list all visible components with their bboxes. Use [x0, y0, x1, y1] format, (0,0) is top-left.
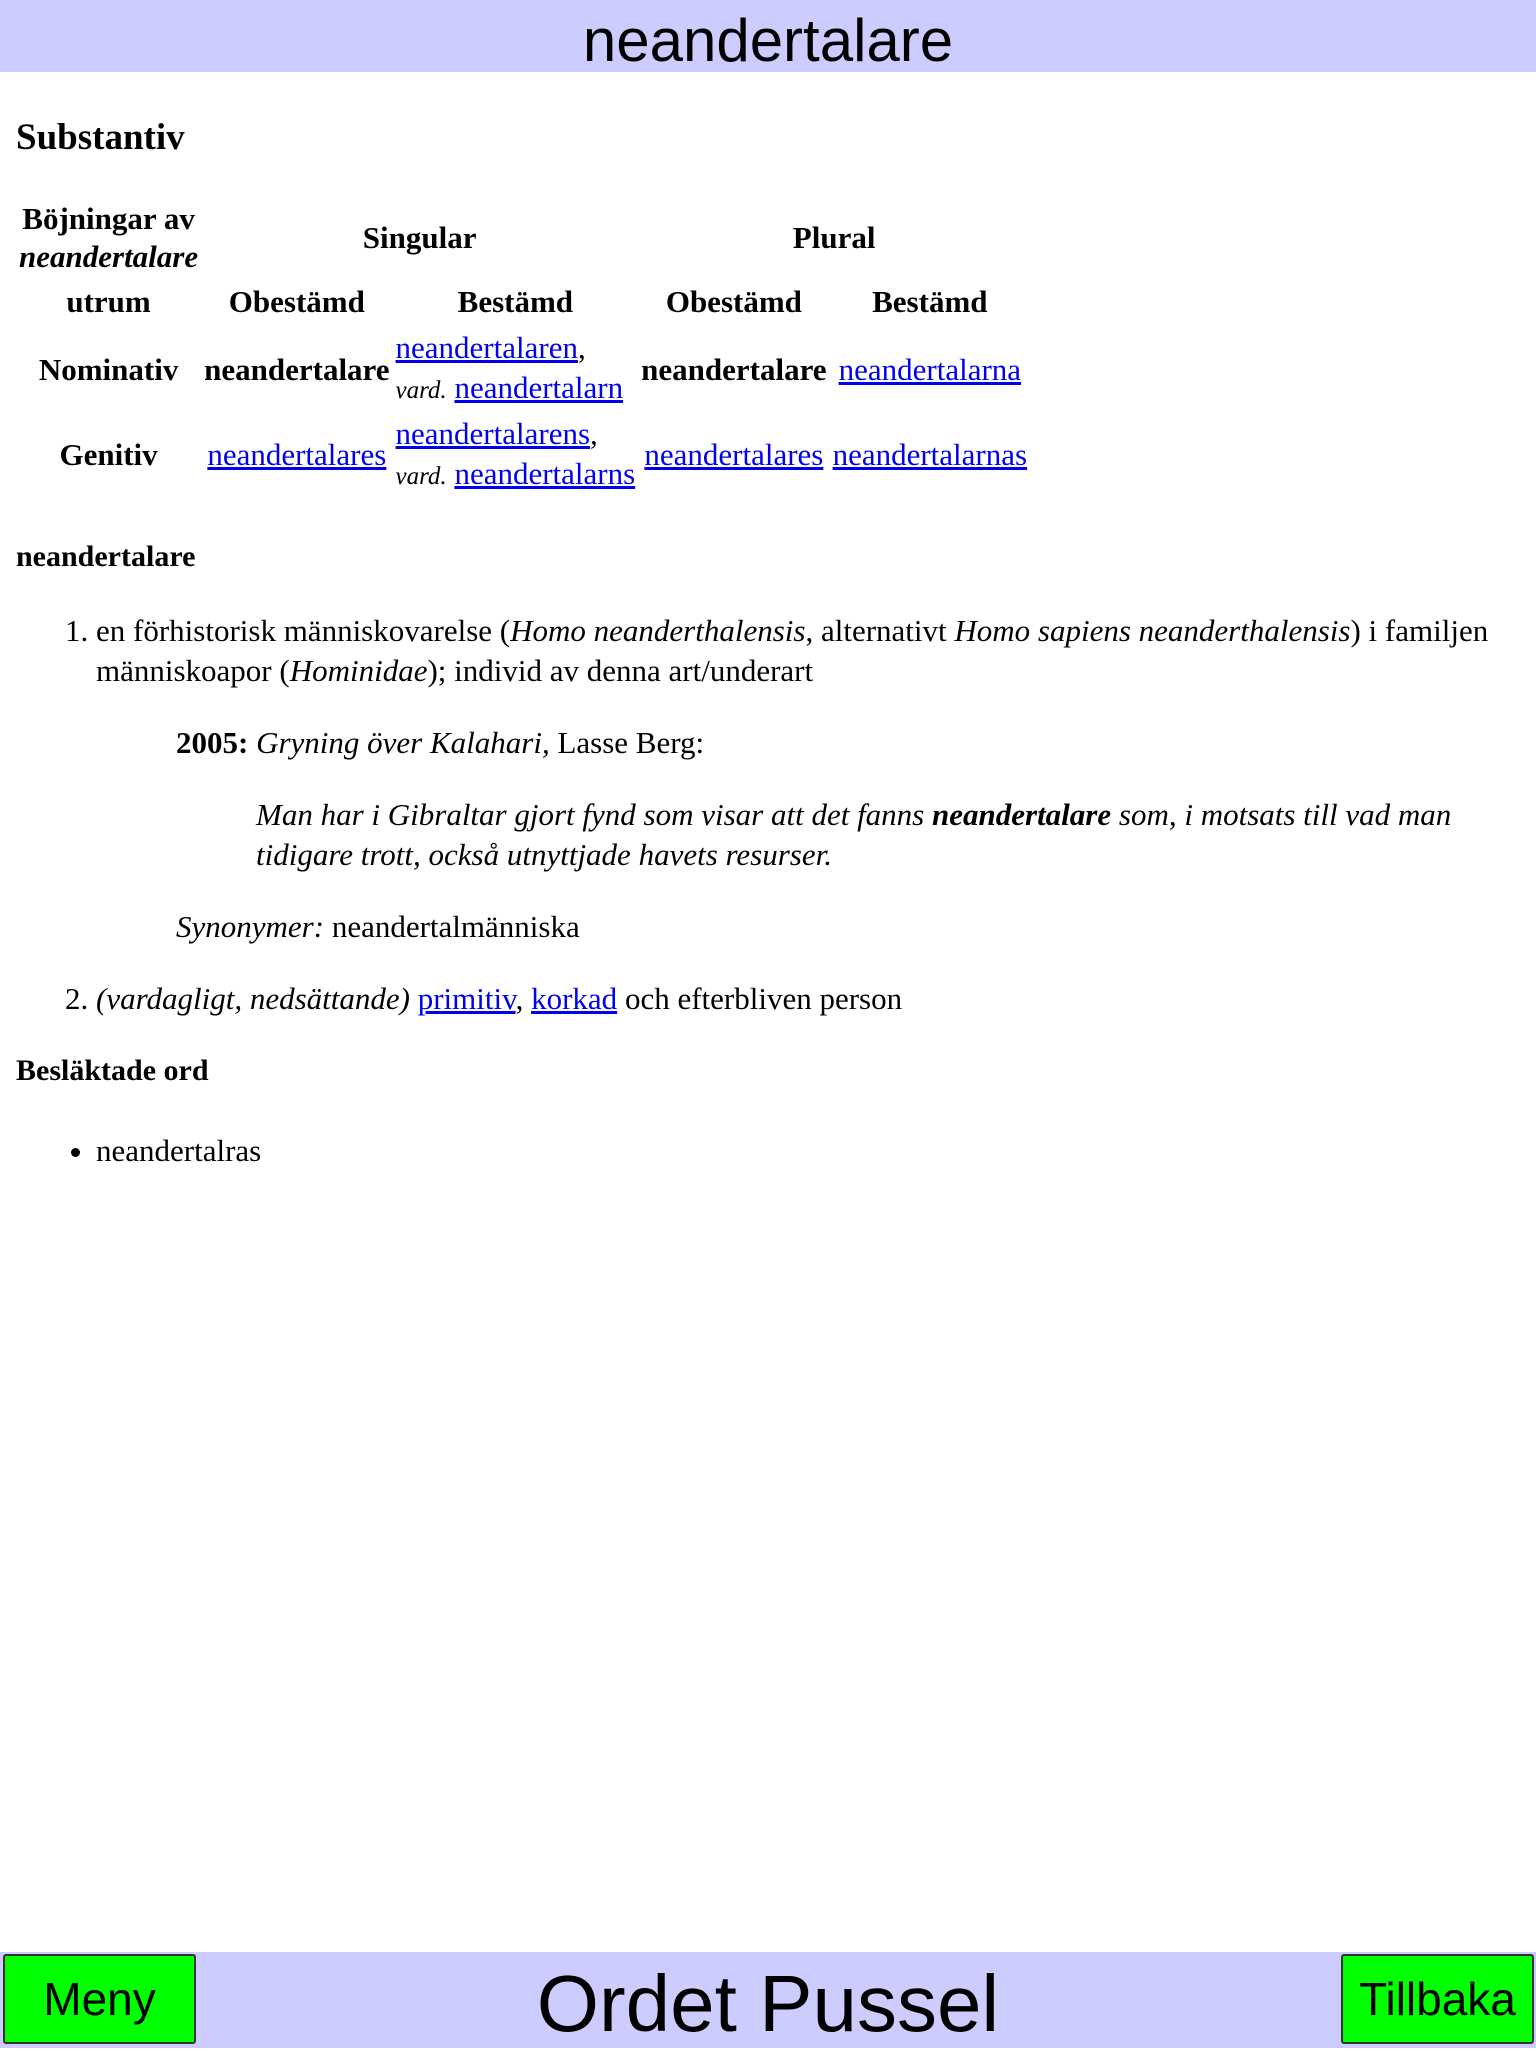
- list-item: • neandertalras: [96, 1131, 1520, 1171]
- case-label: Genitiv: [59, 437, 158, 472]
- definition-item: [96, 979, 1520, 1019]
- gender-header: utrum: [66, 284, 151, 319]
- part-of-speech-heading: Substantiv: [16, 117, 185, 158]
- citation-work: Gryning över Kalahari,: [256, 725, 550, 760]
- table-cell: [201, 411, 392, 499]
- table-row: [16, 328, 1030, 411]
- comma: ,: [577, 330, 586, 365]
- scientific-name: Homo neanderthalensis: [510, 613, 806, 648]
- caption-line2: neandertalare: [19, 239, 199, 274]
- caption-line1: Böjningar av: [22, 201, 195, 236]
- inflection-table: [16, 200, 1030, 499]
- word-link[interactable]: neandertalarna: [838, 351, 1022, 387]
- back-button[interactable]: Tillbaka: [1341, 1954, 1534, 2044]
- citation-author: Lasse Berg:: [549, 725, 705, 760]
- word-link[interactable]: neandertalares: [644, 437, 824, 472]
- table-cell: [393, 328, 639, 411]
- quote-keyword: neandertalare: [932, 797, 1112, 832]
- colloquial-label: vard.: [395, 462, 447, 490]
- case-label: Nominativ: [38, 351, 179, 387]
- word-link[interactable]: neandertalarns: [454, 455, 636, 491]
- table-cell: [830, 411, 1031, 499]
- definition-item: [96, 611, 1520, 947]
- synonym-value: neandertalmänniska: [324, 909, 580, 944]
- word-link[interactable]: korkad: [531, 981, 618, 1016]
- related-words-heading: Besläktade ord: [16, 1054, 209, 1087]
- synonyms: [176, 907, 1520, 947]
- table-cell: [638, 411, 829, 499]
- colloquial-label: vard.: [395, 377, 447, 404]
- quote-text: Man har i Gibraltar gjort fynd som visar att det fanns: [256, 797, 932, 832]
- word-link[interactable]: primitiv: [417, 981, 516, 1016]
- footer-bar: [0, 1952, 1536, 2048]
- word-link[interactable]: neandertalares: [207, 437, 387, 472]
- table-cell: [830, 328, 1031, 411]
- citation-source: [176, 723, 1520, 763]
- definition-text: och efterbliven person: [617, 981, 903, 1016]
- comma: ,: [590, 415, 598, 451]
- word-link[interactable]: neandertalarn: [454, 370, 624, 405]
- scientific-name: Hominidae: [289, 653, 428, 688]
- pl-def-header: Bestämd: [872, 284, 988, 319]
- separator: ,: [515, 981, 532, 1016]
- synonyms-label: Synonymer:: [176, 909, 325, 944]
- plural-header: Plural: [792, 220, 876, 255]
- word-link[interactable]: neandertalaren: [395, 330, 578, 365]
- page-header: [0, 0, 1536, 72]
- definition-list: [16, 611, 1520, 1019]
- table-row: [16, 411, 1030, 499]
- menu-button[interactable]: Meny: [3, 1954, 196, 2044]
- brand-title: Ordet Pussel: [536, 1959, 1000, 2048]
- entry-content: [16, 100, 1520, 1171]
- table-cell: neandertalare: [641, 351, 827, 387]
- singular-header: Singular: [362, 220, 477, 255]
- table-caption: [16, 200, 201, 276]
- word-link[interactable]: neandertalarens: [395, 415, 591, 451]
- usage-qualifier: (vardagligt, nedsättande): [96, 981, 410, 1016]
- related-words-list: [16, 1131, 1520, 1171]
- table-cell: neandertalare: [204, 351, 390, 387]
- scientific-name: Homo sapiens neanderthalensis: [954, 613, 1351, 648]
- sg-def-header: Bestämd: [457, 284, 574, 319]
- citation-year: 2005:: [176, 725, 249, 760]
- quote-text: som, i motsats till vad man tidigare trott, också utnyttjade havets resurser.: [256, 797, 1452, 872]
- table-cell: [393, 411, 639, 499]
- definition-text: ); individ av denna art/underart: [427, 653, 814, 688]
- page-title: neandertalare: [582, 7, 954, 72]
- citation-quote: [256, 795, 1520, 875]
- definition-text: en förhistorisk människovarelse (: [96, 613, 511, 648]
- definition-text: , alternativt: [805, 613, 955, 648]
- pl-indef-header: Obestämd: [665, 284, 802, 319]
- sg-indef-header: Obestämd: [228, 284, 365, 319]
- lemma-heading: neandertalare: [16, 540, 196, 573]
- word-link[interactable]: neandertalarnas: [832, 437, 1028, 472]
- definition-text: ) i familjen människoapor (: [96, 613, 1489, 688]
